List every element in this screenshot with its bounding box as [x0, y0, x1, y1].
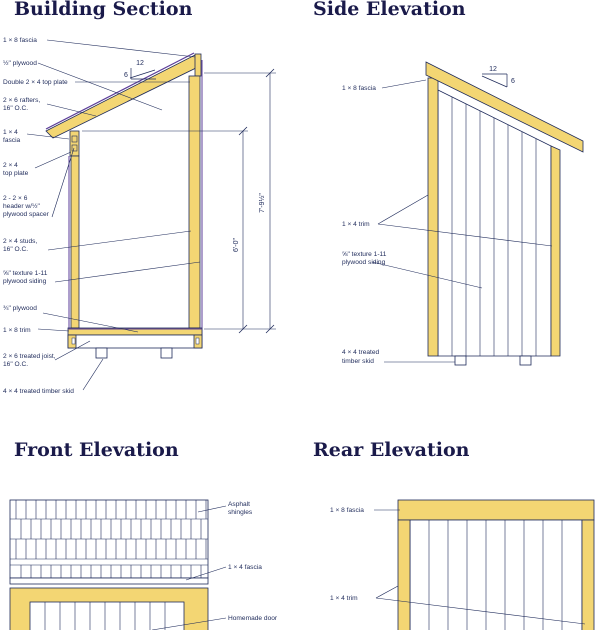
slope-run-label: 12	[136, 60, 144, 67]
side-elevation-drawing	[342, 62, 583, 365]
wall-height-dimension: 6'-0"	[233, 238, 240, 252]
label-fascia-1x8: 1 × 8 fascia	[3, 37, 37, 44]
label-timber-skid: 4 × 4 treated timber skid	[3, 388, 74, 395]
rear-label-fascia: 1 × 8 fascia	[330, 507, 364, 514]
side-left-trim	[428, 78, 438, 356]
label-rafters-line1: 2 × 6 rafters,	[3, 97, 41, 104]
label-studs-line1: 2 × 4 studs,	[3, 238, 38, 245]
side-label-skid-line2: timber skid	[342, 358, 374, 365]
skid-rear	[161, 348, 172, 358]
side-skid-rear	[520, 356, 531, 365]
label-joist-line2: 16" O.C.	[3, 361, 29, 368]
side-label-skid-line1: 4 × 4 treated	[342, 349, 380, 356]
label-fascia-1x4-line2: fascia	[3, 137, 21, 144]
front-wall-stud	[71, 156, 79, 328]
rear-fascia-1x8	[398, 500, 594, 520]
side-siding-panel	[438, 90, 551, 356]
building-section-drawing	[3, 37, 276, 395]
roof-plywood-line	[46, 53, 194, 129]
side-slope-rise: 6	[511, 78, 515, 85]
front-elevation-title: Front Elevation	[14, 439, 179, 461]
slope-rise-label: 6	[124, 72, 128, 79]
label-siding-line2: plywood siding	[3, 278, 47, 285]
label-trim-1x8: 1 × 8 trim	[3, 327, 31, 334]
roof-rafter	[46, 55, 200, 138]
label-top-plate-line1: 2 × 4	[3, 162, 18, 169]
label-roof-plywood: ½" plywood	[3, 60, 37, 67]
front-label-shingles-line2: shingles	[228, 509, 253, 516]
side-elevation-title: Side Elevation	[313, 0, 466, 20]
rear-wall-stud	[189, 76, 200, 328]
front-label-shingles-line1: Asphalt	[228, 501, 250, 508]
rear-elevation-drawing	[330, 500, 594, 630]
overall-height-dimension: 7'-9½"	[259, 193, 266, 213]
front-label-door: Homemade door	[228, 615, 278, 622]
label-fascia-1x4-line1: 1 × 4	[3, 129, 18, 136]
label-siding-line1: ⅝" texture 1-11	[3, 270, 48, 277]
rear-elevation-title: Rear Elevation	[313, 439, 470, 461]
side-label-siding-line1: ⅝" texture 1-11	[342, 251, 387, 258]
side-slope-run: 12	[489, 66, 497, 73]
side-label-fascia: 1 × 8 fascia	[342, 85, 376, 92]
label-studs-line2: 16" O.C.	[3, 246, 29, 253]
skid-front	[96, 348, 107, 358]
side-right-trim	[551, 146, 560, 356]
label-rafters-line2: 16" O.C.	[3, 105, 29, 112]
rear-right-trim	[582, 520, 594, 630]
label-joist-line1: 2 × 6 treated joist,	[3, 353, 56, 360]
side-skid-front	[455, 356, 466, 365]
side-label-trim: 1 × 4 trim	[342, 221, 370, 228]
front-fascia-block	[70, 131, 79, 156]
front-elevation-drawing	[10, 500, 278, 630]
label-header-line3: plywood spacer	[3, 211, 49, 218]
front-label-fascia: 1 × 4 fascia	[228, 564, 262, 571]
rear-left-trim	[398, 520, 410, 630]
rear-siding-panel	[410, 520, 582, 630]
rear-label-trim: 1 × 4 trim	[330, 595, 358, 602]
slope-indicator	[130, 70, 155, 78]
floor-joist	[68, 335, 202, 348]
top-fascia	[195, 54, 201, 76]
label-double-top-plate: Double 2 × 4 top plate	[3, 79, 68, 86]
label-header-line1: 2 - 2 × 6	[3, 195, 28, 202]
label-header-line2: header w/½"	[3, 203, 40, 210]
label-floor-plywood: ¾" plywood	[3, 305, 37, 312]
front-homemade-door	[30, 602, 184, 630]
label-top-plate-line2: top plate	[3, 170, 29, 177]
front-fascia-1x4	[10, 578, 208, 584]
building-section-title: Building Section	[14, 0, 193, 20]
side-label-siding-line2: plywood siding	[342, 259, 386, 266]
